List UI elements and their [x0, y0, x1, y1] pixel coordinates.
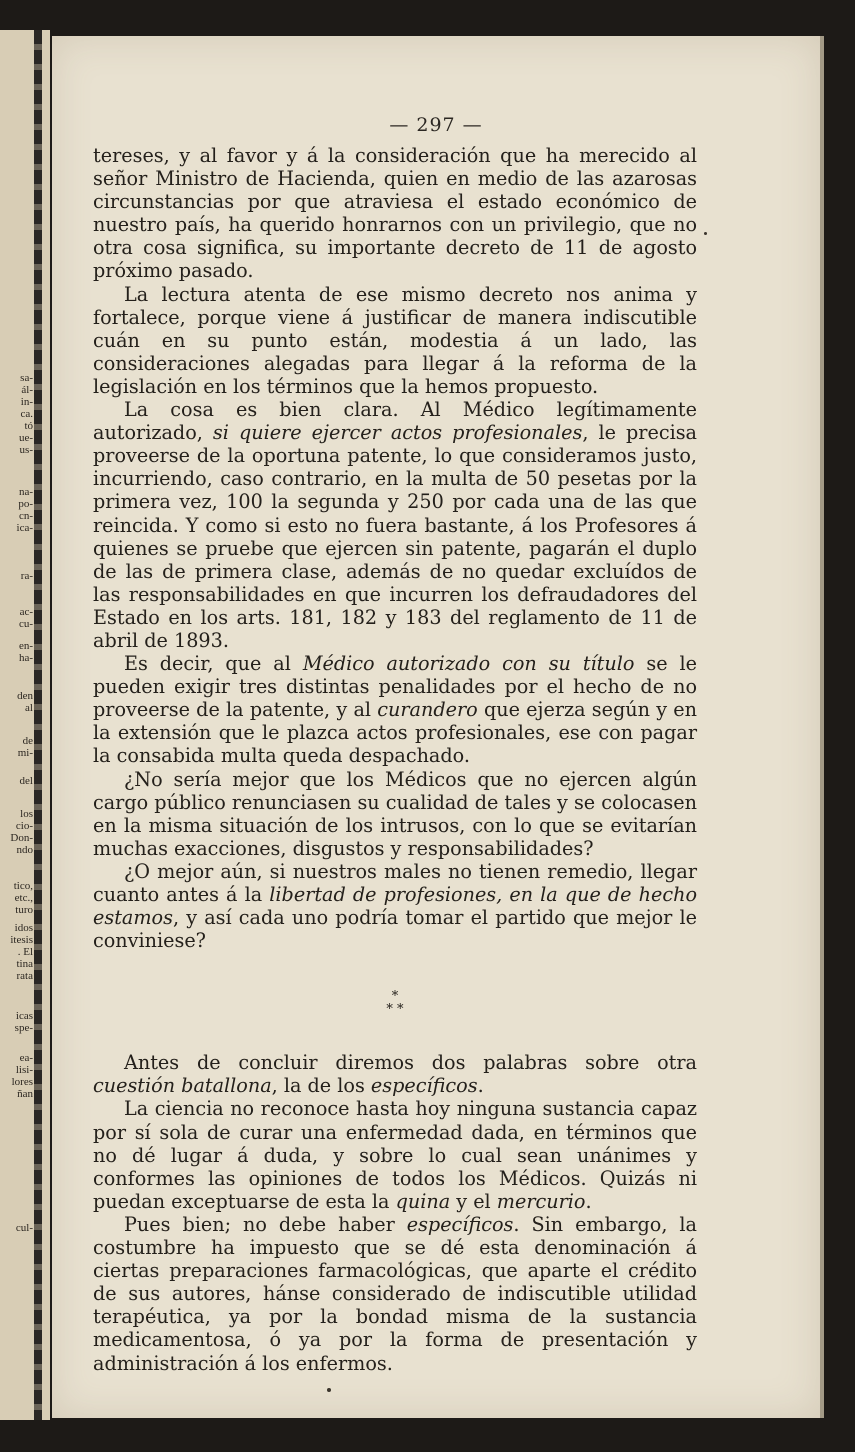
page-number: — 297 —	[389, 114, 483, 136]
ink-speck	[327, 1388, 331, 1392]
section-break-asterism	[93, 952, 697, 1051]
italic-text: quina	[395, 1189, 451, 1213]
paragraph	[93, 398, 697, 652]
text-run: , y así cada uno podría tomar el partido que mejor le conviniese?	[93, 906, 697, 953]
text-run: Pues bien; no debe haber	[124, 1212, 407, 1236]
italic-text: específicos	[406, 1212, 514, 1236]
text-run: ¿O mejor aún, si nuestros males no tienen remedio, llegar cuanto antes á la	[93, 859, 697, 906]
paragraph	[93, 652, 697, 767]
italic-text: específicos	[370, 1074, 478, 1098]
text-run: se le pueden exigir tres distintas penalidades por el hecho de no proveerse de la patente, y al	[93, 652, 697, 722]
previous-page-text-fragment: sa- ál- in- ca. tó ue- us-	[18, 372, 33, 456]
asterism-top: *	[391, 989, 399, 1005]
paragraph	[93, 144, 697, 283]
text-run: Es decir, que al	[124, 652, 303, 676]
previous-page-text-fragment: los cio- Don- ndo	[10, 808, 33, 856]
previous-page-text-fragment: en- ha-	[18, 640, 33, 664]
previous-page-text-fragment: na- po- cn- ica-	[16, 486, 33, 534]
previous-page-edge	[0, 30, 50, 1420]
text-run: y el	[450, 1189, 497, 1213]
previous-page-text-fragment: den al	[17, 690, 33, 714]
previous-page-text-fragment: ea- lisi- lores ñan	[11, 1052, 33, 1100]
paragraph	[93, 768, 697, 860]
paragraph	[93, 1213, 697, 1375]
previous-page-text-fragment: icas spe-	[14, 1010, 33, 1034]
book-spine-edge	[34, 30, 42, 1420]
text-run: ¿No sería mejor que los Médicos que no ejercen algún cargo público renunciasen su cualidad de tales y se colocasen en la misma situación de los intrusos, con lo que se evitarían muchas exacciones, disgustos y responsabilidades?	[93, 767, 697, 860]
text-run: La ciencia no reconoce hasta hoy ninguna sustancia capaz por sí sola de curar una enfermedad dada, en términos que no dé lugar á duda, y sobre lo cual sean unánimes y conformes las opiniones de todos los Médicos. Quizás ni puedan exceptuarse de esta la	[93, 1097, 697, 1213]
previous-page-text-fragment: cul-	[15, 1222, 33, 1234]
previous-page-text-fragment: tico, etc., turo	[13, 880, 33, 916]
text-run: , la de los	[271, 1074, 371, 1098]
text-run: La lectura atenta de ese mismo decreto nos anima y fortalece, porque viene á justificar de manera indiscutible cuán en su punto están, modestia á un lado, las consideraciones alegadas para llegar á la reforma de la legislación en los términos que la hemos propuesto.	[93, 282, 697, 398]
italic-text: Médico autorizado con su título	[302, 652, 635, 676]
previous-page-text-fragment: del	[19, 775, 33, 787]
text-run: , le precisa proveerse de la oportuna patente, lo que consideramos justo, incurriendo, caso contrario, en la multa de 50 pesetas por la primera vez, 100 la segunda y 250 por cada una de las que reincida. Y como si esto no fuera bastante, á los Profesores á quienes se pruebe que ejercen sin patente, pagarán el duplo de las de primera clase, además de no quedar excluídos de las responsabilidades en que incurren los defraudadores del Estado en los arts. 181, 182 y 183 del reglamento de 11 de abril de 1893.	[93, 421, 697, 652]
previous-page-text-fragment: de mi-	[17, 735, 33, 759]
paragraphs-before-break	[93, 144, 697, 952]
text-run: Antes de concluir diremos dos palabras sobre otra	[124, 1051, 697, 1075]
paragraph	[93, 1051, 697, 1097]
paragraph	[93, 860, 697, 952]
paragraph	[93, 1097, 697, 1212]
italic-text: si quiere ejercer actos profesionales	[212, 421, 583, 445]
text-run: que ejerza según y en la extensión que le plazca actos profesionales, ese con pagar la consabida multa queda despachado.	[93, 698, 698, 768]
previous-page-text-fragment: idos itesis . El tina rata	[10, 922, 33, 982]
text-run: . Sin embargo, la costumbre ha impuesto que se dé esta denominación á ciertas preparaciones farmacológicas, que aparte el crédito de sus autores, hánse considerado de indiscutible utilidad terapéutica, ya por la bondad misma de la sustancia medicamentosa, ó ya por la forma de presentación y administración á los enfermos.	[93, 1212, 697, 1375]
book-page	[52, 36, 820, 1418]
italic-text: libertad de profesiones, en la que de hecho estamos	[93, 883, 698, 930]
italic-text: curandero	[377, 698, 478, 722]
italic-text: mercurio	[496, 1189, 586, 1213]
text-run: tereses, y al favor y á la consideración que ha merecido al señor Ministro de Hacienda, quien en medio de las azarosas circunstancias por que atraviesa el estado económico de nuestro país, ha querido honrarnos con un privilegio, que no otra cosa significa, su importante decreto de 11 de agosto próximo pasado.	[93, 144, 697, 283]
italic-text: cuestión batallona	[93, 1074, 272, 1098]
page-right-edge	[820, 36, 824, 1418]
paragraphs-after-break	[93, 1051, 697, 1374]
paragraph	[93, 283, 697, 398]
ink-speck	[704, 232, 707, 235]
text-run: .	[477, 1074, 484, 1098]
previous-page-text-fragment: ac- cu-	[18, 606, 33, 630]
page-body	[93, 144, 697, 1375]
previous-page-text-fragment: ra-	[20, 570, 33, 582]
text-run: La cosa es bien clara. Al Médico legítimamente autorizado,	[93, 398, 697, 445]
asterism-bottom: * *	[386, 1002, 404, 1018]
text-run: .	[585, 1189, 592, 1213]
